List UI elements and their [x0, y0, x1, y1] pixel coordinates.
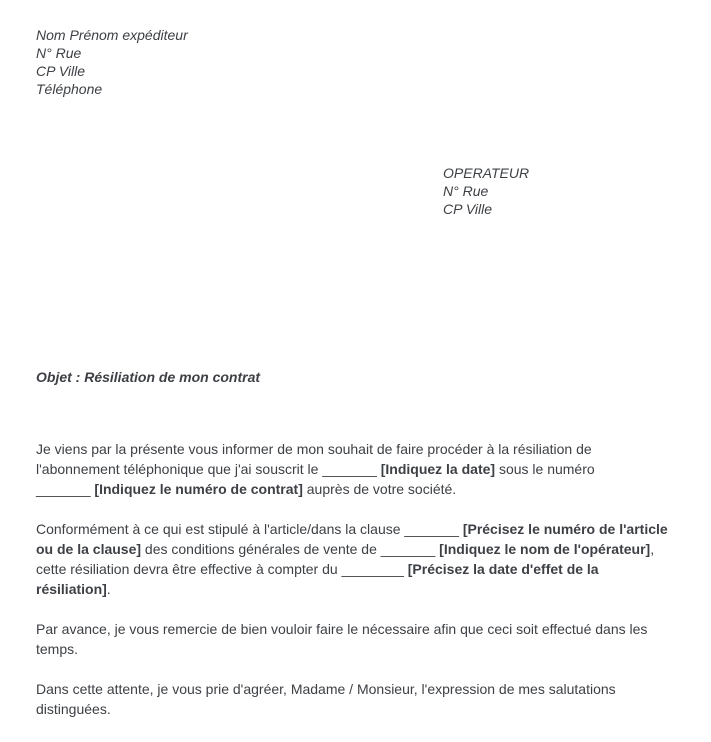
recipient-name: OPERATEUR — [443, 165, 530, 181]
recipient-city: CP Ville — [443, 201, 493, 217]
body-text: cette résiliation devra être effective à compter du ________ — [36, 561, 408, 577]
recipient-street: N° Rue — [443, 183, 489, 199]
body-line — [36, 639, 691, 659]
placeholder-instruction: [Indiquez la date] — [380, 461, 496, 477]
recipient-address-block — [443, 164, 691, 218]
placeholder-instruction: [Indiquez le nom de l'opérateur] — [439, 541, 651, 557]
body-line — [36, 479, 691, 499]
body-text: Par avance, je vous remercie de bien vouloir faire le nécessaire afin que ceci soit effectué dans les — [36, 621, 648, 637]
body-line — [36, 679, 691, 699]
sender-city: CP Ville — [36, 63, 86, 79]
sender-street: N° Rue — [36, 45, 82, 61]
paragraph — [36, 439, 691, 499]
body-line — [36, 579, 691, 599]
body-line — [36, 699, 691, 719]
subject-line: Objet : Résiliation de mon contrat — [36, 369, 261, 385]
body-line — [36, 619, 691, 639]
body-text: auprès de votre société. — [302, 481, 457, 497]
body-line — [36, 459, 691, 479]
body-text: temps. — [36, 641, 79, 657]
body-text: distinguées. — [36, 701, 111, 717]
sender-phone: Téléphone — [36, 81, 103, 97]
placeholder-instruction: [Indiquez le numéro de contrat] — [94, 481, 303, 497]
body-text: _______ — [36, 481, 95, 497]
body-text: des conditions générales de vente de _______ — [141, 541, 440, 557]
sender-name: Nom Prénom expéditeur — [36, 27, 188, 43]
placeholder-instruction: [Précisez le numéro de l'article — [462, 521, 668, 537]
body-line — [36, 559, 691, 579]
body-line — [36, 539, 691, 559]
paragraph — [36, 619, 691, 659]
placeholder-instruction: [Précisez la date d'effet de la — [407, 561, 599, 577]
body-text: Je viens par la présente vous informer de mon souhait de faire procéder à la résiliation de — [36, 441, 592, 457]
body-text: Dans cette attente, je vous prie d'agréer, Madame / Monsieur, l'expression de mes salutations — [36, 681, 616, 697]
placeholder-instruction: résiliation] — [36, 581, 107, 597]
body-text: . — [106, 581, 111, 597]
body-text: l'abonnement téléphonique que j'ai souscrit le _______ — [36, 461, 381, 477]
body-text: sous le numéro — [495, 461, 595, 477]
body-line — [36, 519, 691, 539]
placeholder-instruction: ou de la clause] — [36, 541, 142, 557]
body-text: , — [650, 541, 655, 557]
body-text: Conformément à ce qui est stipulé à l'article/dans la clause _______ — [36, 521, 463, 537]
paragraph — [36, 519, 691, 599]
letter-body — [36, 439, 691, 719]
paragraph — [36, 679, 691, 719]
body-line — [36, 439, 691, 459]
sender-address-block — [36, 26, 691, 98]
